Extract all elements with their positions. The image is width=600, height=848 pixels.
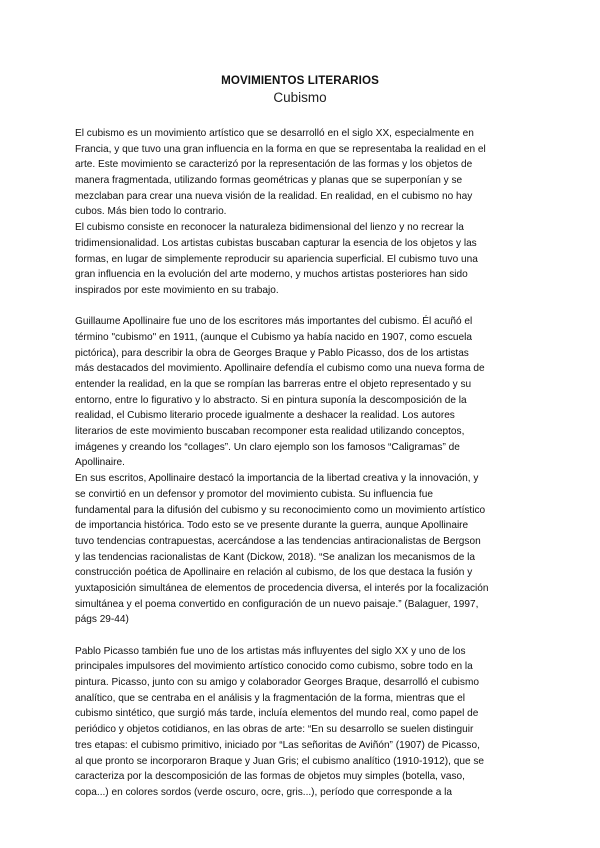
text-line: mezclaban para crear una nueva visión de la realidad. En realidad, en el cubismo no hay bbox=[75, 190, 473, 202]
text-line: cubos. Más bien todo lo contrario. bbox=[75, 206, 227, 218]
text-line: periódico y objetos cotidianos, en las obras de arte: “En su desarrollo se suelen distinguir bbox=[75, 724, 474, 736]
text-line: de importancia histórica. Todo esto se ve presente durante la guerra, aunque Apollinaire bbox=[75, 520, 469, 532]
text-line: El cubismo es un movimiento artístico que se desarrolló en el siglo XX, especialmente en bbox=[75, 128, 474, 139]
text-line: manera fragmentada, utilizando formas geométricas y planas que se superponían y se bbox=[75, 175, 463, 187]
text-line: Pablo Picasso también fue uno de los artistas más influyentes del siglo XX y uno de los bbox=[75, 645, 466, 657]
text-line: tuvo tendencias contrapuestas, acercándose a las tendencias antiracionalistas de Bergson bbox=[75, 535, 481, 547]
text-line: analítico, que se centraba en el análisis y la fragmentación de la forma, mientras que el bbox=[75, 692, 465, 704]
text-line: Apollinaire. bbox=[75, 457, 125, 469]
document-title: MOVIMIENTOS LITERARIOS bbox=[221, 74, 379, 87]
text-line: realidad, el Cubismo literario procede igualmente a deshacer la realidad. Los autores bbox=[75, 410, 455, 422]
document-body bbox=[75, 126, 531, 801]
text-line: más destacados del movimiento. Apollinaire defendía el cubismo como una nueva forma de bbox=[75, 363, 485, 375]
text-line: y las tendencias racionalistas de Kant (Dickow, 2018). “Se analizan los mecanismos de la bbox=[75, 551, 476, 563]
paragraph-picasso bbox=[75, 644, 531, 801]
text-line: imágenes y creando los “collages”. Un claro ejemplo son los famosos “Caligramas” de bbox=[75, 441, 460, 453]
text-line: principales impulsores del movimiento artístico conocido como cubismo, sobre todo en la bbox=[75, 661, 473, 673]
title-block bbox=[0, 73, 600, 107]
text-line: entender la realidad, en la que se rompían las barreras entre el objeto representado y su bbox=[75, 379, 472, 390]
text-line: págs 29-44) bbox=[75, 614, 129, 626]
text-line: literarios de este movimiento buscaban recomponer esta realidad utilizando conceptos, bbox=[75, 426, 465, 438]
text-line: cubismo sintético, que surgió más tarde, incluía elementos del mundo real, como papel de bbox=[75, 708, 479, 720]
text-line: yuxtaposición simultánea de elementos de procedencia diversa, el interés por la focalización bbox=[75, 582, 489, 594]
text-line: entorno, entre lo figurativo y lo abstracto. Si en pintura suponía la descomposición de la bbox=[75, 394, 467, 406]
text-line: pictórica), para describir la obra de Georges Braque y Pablo Picasso, dos de los artistas bbox=[75, 347, 469, 359]
document-subtitle: Cubismo bbox=[273, 90, 327, 105]
text-line: término "cubismo" en 1911, (aunque el Cubismo ya había nacido en 1907, como escuela bbox=[75, 331, 472, 343]
text-line: pintura. Picasso, junto con su amigo y colaborador Georges Braque, desarrolló el cubismo bbox=[75, 677, 479, 689]
paragraph-cubismo-intro bbox=[75, 126, 531, 299]
text-line: formas, en lugar de simplemente reproducir su apariencia superficial. El cubismo tuvo una bbox=[75, 253, 478, 265]
text-line: tres etapas: el cubismo primitivo, iniciado por “Las señoritas de Aviñón” (1907) de Picasso, bbox=[75, 739, 480, 751]
text-line: simultánea y el poema convertido en configuración de un nuevo paisaje.” (Balaguer, 1997, bbox=[75, 598, 479, 610]
text-line: al que pronto se incorporaron Braque y Juan Gris; el cubismo analítico (1910-1912), que se bbox=[75, 755, 485, 767]
text-line: Guillaume Apollinaire fue uno de los escritores más importantes del cubismo. Él acuñó el bbox=[75, 316, 473, 328]
paragraph-spacer bbox=[75, 628, 531, 644]
text-line: gran influencia en la evolución del arte moderno, y muchos artistas posteriores han sido bbox=[75, 269, 468, 281]
text-line: arte. Este movimiento se caracterizó por la representación de las formas y los objetos de bbox=[75, 159, 473, 171]
text-line: tridimensionalidad. Los artistas cubistas buscaban capturar la esencia de los objetos y las bbox=[75, 237, 477, 249]
text-line: fundamental para la difusión del cubismo y su reconocimiento como un movimiento artístico bbox=[75, 504, 486, 516]
text-line: caracteriza por la descomposición de las formas de objetos muy simples (botella, vaso, bbox=[75, 771, 465, 783]
text-line: se convirtió en un defensor y promotor del movimiento cubista. Su influencia fue bbox=[75, 488, 433, 500]
text-line: Francia, y que tuvo una gran influencia en la forma en que se representaba la realidad en el bbox=[75, 143, 486, 155]
paragraph-apollinaire bbox=[75, 314, 531, 628]
text-line: copa...) en colores sordos (verde oscuro, ocre, gris...), período que corresponde a la bbox=[75, 786, 453, 798]
text-line: El cubismo consiste en reconocer la naturaleza bidimensional del lienzo y no recrear la bbox=[75, 222, 464, 234]
text-line: inspirados por este movimiento en su trabajo. bbox=[75, 284, 279, 296]
text-line: En sus escritos, Apollinaire destacó la importancia de la libertad creativa y la innovación, y bbox=[75, 473, 479, 485]
paragraph-spacer bbox=[75, 299, 531, 315]
text-line: construcción poética de Apollinaire en relación al cubismo, de los que destaca la fusión y bbox=[75, 567, 473, 579]
